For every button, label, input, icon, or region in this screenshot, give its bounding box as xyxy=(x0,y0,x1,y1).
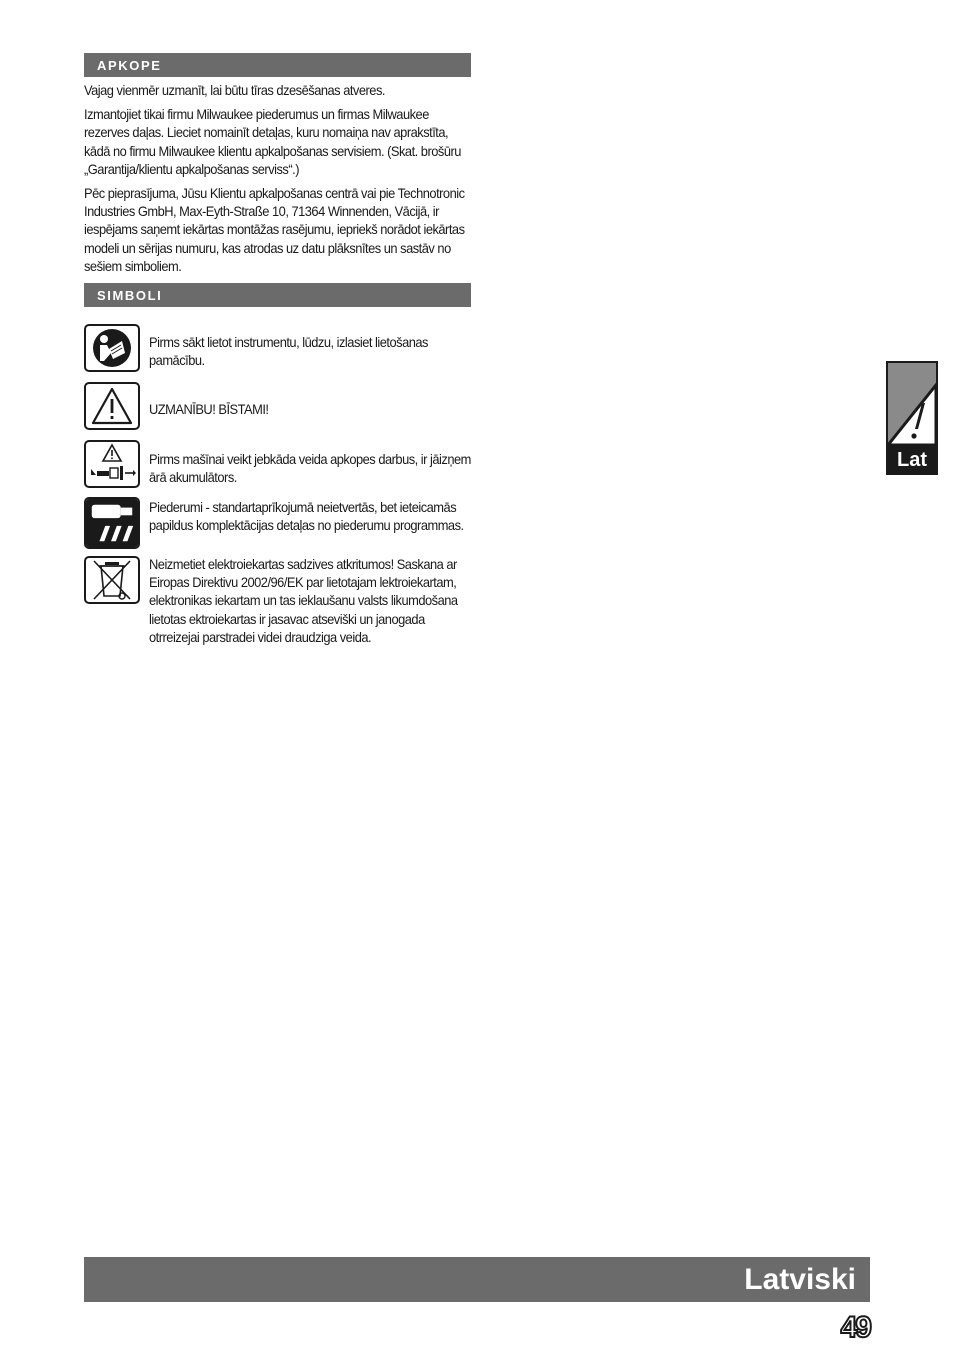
paragraph: Pēc pieprasījuma, Jūsu Klientu apkalpošanas centrā vai pie Technotronic Industries GmbH, Max-Eyth-Straße 10, 71364 Winnenden, Vācijā, ir iespējams saņemt iekārtas montāžas rasējumu, iepriekš norādot iekārtas modeli un sērijas numuru, kas atrodas uz datu plāksnītes un sastāv no sešiem simboliem. xyxy=(84,185,465,274)
page-number: 49 xyxy=(840,1311,870,1344)
footer-language-bar xyxy=(84,1257,870,1302)
symbol-text: Pirms sākt lietot instrumentu, lūdzu, izlasiet lietošanas pamācību. xyxy=(149,334,428,369)
section-heading-maintenance xyxy=(84,53,471,77)
symbol-text: Piederumi - standartaprīkojumā neietvertās, bet ieteicamās papildus komplektācijas detaļas no piederumu programmas. xyxy=(149,499,464,534)
paragraph: Izmantojiet tikai firmu Milwaukee piederumus un firmas Milwaukee rezerves daļas. Lieciet nomainīt detaļas, kuru nomaiņa nav aprakstīta, kādā no firmu Milwaukee klientu apkalpošanas servisiem. (Skat. brošūru „Garantija/klientu apkalpošanas serviss“.) xyxy=(84,106,461,177)
warning-triangle-icon xyxy=(84,382,140,430)
accessory-icon xyxy=(84,497,140,549)
section-heading-label: APKOPE xyxy=(97,58,162,73)
maintenance-body xyxy=(84,81,471,281)
section-heading-label: SIMBOLI xyxy=(97,288,163,303)
language-tab xyxy=(886,361,938,475)
warning-exclamation-icon xyxy=(888,363,936,445)
weee-crossed-bin-icon xyxy=(84,556,140,604)
symbol-text: Pirms mašīnai veikt jebkāda veida apkopes darbus, ir jāizņem ārā akumulātors. xyxy=(149,451,471,486)
symbol-text: Neizmetiet elektroiekartas sadzives atkritumos! Saskana ar Eiropas Direktivu 2002/96/EK par lietotajam lektroiekartam, elektronikas iekartam un tas ieklaušanu valsts likumdošana lietotas ektroiekartas ir jasavac atseviški un janogada otrreizejai parstradei videi draudziga veida. xyxy=(149,556,458,645)
paragraph: Vajag vienmēr uzmanīt, lai būtu tīras dzesēšanas atveres. xyxy=(84,82,385,98)
symbol-text: UZMANĪBU! BĪSTAMI! xyxy=(149,401,269,417)
footer-language-title: Latviski xyxy=(744,1263,856,1296)
language-code: Lat xyxy=(897,449,927,471)
read-manual-icon xyxy=(84,324,140,372)
section-heading-symbols xyxy=(84,283,471,307)
remove-battery-icon xyxy=(84,440,140,488)
